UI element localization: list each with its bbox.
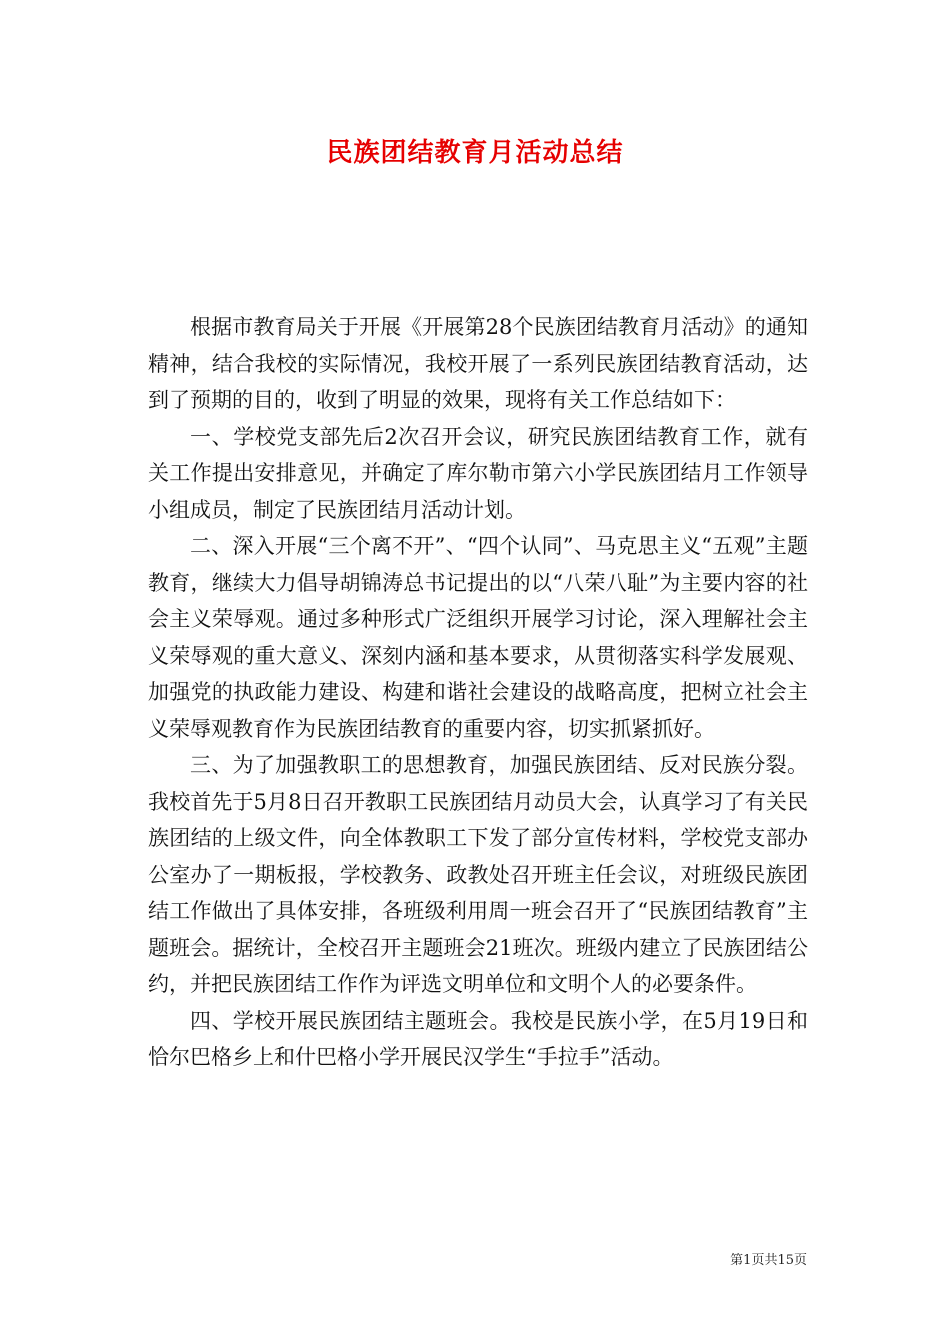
- document-title: 民族团结教育月活动总结: [326, 138, 624, 168]
- paragraph-intro: 根据市教育局关于开展《开展第28个民族团结教育月活动》的通知精神，结合我校的实际情况，我校开展了一系列民族团结教育活动，达到了预期的目的，收到了明显的效果，现将有关工作总结如下：: [148, 315, 808, 412]
- paragraph-section-3: 三、为了加强教职工的思想教育，加强民族团结、反对民族分裂。我校首先于5月8日召开教职工民族团结月动员大会，认真学习了有关民族团结的上级文件，向全体教职工下发了部分宣传材料，学校党支部办公室办了一期板报，学校教务、政教处召开班主任会议，对班级民族团结工作做出了具体安排，各班级利用周一班会召开了“民族团结教育”主题班会。据统计，全校召开主题班会21班次。班级内建立了民族团结公约，并把民族团结工作作为评选文明单位和文明个人的必要条件。: [148, 753, 808, 996]
- paragraph-section-1: 一、学校党支部先后2次召开会议，研究民族团结教育工作，就有关工作提出安排意见，并确定了库尔勒市第六小学民族团结月工作领导小组成员，制定了民族团结月活动计划。: [148, 424, 808, 522]
- document-body: [148, 309, 808, 1076]
- paragraph-section-2: 二、深入开展“三个离不开”、“四个认同”、马克思主义“五观”主题教育，继续大力倡导胡锦涛总书记提出的以“八荣八耻”为主要内容的社会主义荣辱观。通过多种形式广泛组织开展学习讨论，深入理解社会主义荣辱观的重大意义、深刻内涵和基本要求，从贯彻落实科学发展观、加强党的执政能力建设、构建和谐社会建设的战略高度，把树立社会主义荣辱观教育作为民族团结教育的重要内容，切实抓紧抓好。: [148, 534, 808, 741]
- page-number: 第1页共15页: [730, 1253, 807, 1268]
- paragraph-section-4: 四、学校开展民族团结主题班会。我校是民族小学，在5月19日和恰尔巴格乡上和什巴格小学开展民汉学生“手拉手”活动。: [148, 1008, 808, 1069]
